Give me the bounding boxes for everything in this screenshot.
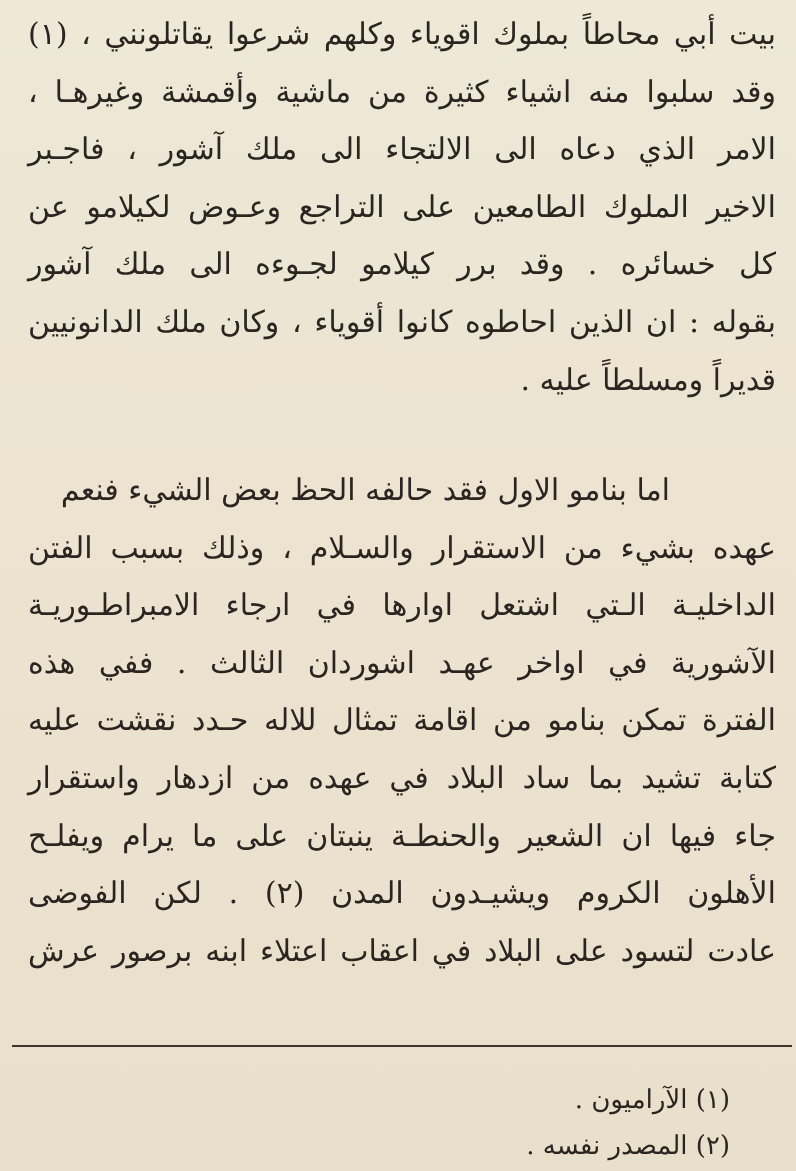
text-line: بيت أبي محاطاً بملوك اقوياء وكلهم شرعوا يقاتلونني ، (١) (28, 17, 776, 52)
text-line: عادت لتسود على البلاد في اعقاب اعتلاء ابنه برصور عرش (28, 933, 776, 969)
text-line: قديراً ومسلطاً عليه . (520, 362, 776, 398)
text-line: الاخير الملوك الطامعين على التراجع وعـوض لكيلامو عن (28, 189, 776, 225)
text-line: الداخليـة الـتي اشتعل اوارها في ارجاء الامبراطـوريـة (28, 588, 776, 624)
text-line: كتابة تشيد بما ساد البلاد في عهده من ازدهار واستقرار (28, 760, 776, 796)
text-line: اما بنامو الاول فقد حالفه الحظ بعض الشيء فنعم (60, 473, 670, 508)
text-line: وقد سلبوا منه اشياء كثيرة من ماشية وأقمشة وغيرهـا ، (28, 74, 776, 110)
text-line: الأهلون الكروم ويشيـدون المدن (٢) . لكن الفوضى (28, 876, 776, 912)
footnote-1: (١) الآراميون . (574, 1085, 730, 1115)
footnote-2: (٢) المصدر نفسه . (526, 1131, 730, 1161)
footnote-separator (12, 1045, 792, 1047)
text-line: بقوله : ان الذين احاطوه كانوا أقوياء ، وكان ملك الدانونيين (28, 304, 776, 340)
text-line: الفترة تمكن بنامو من اقامة تمثال للاله حـدد نقشت عليه (28, 703, 776, 739)
paragraph-1 (28, 6, 776, 409)
text-line: جاء فيها ان الشعير والحنطـة ينبتان على ما يرام ويفلـح (28, 818, 776, 854)
text-line: عهده بشيء من الاستقرار والسـلام ، وذلك بسبب الفتن (28, 530, 776, 566)
footnotes (526, 1077, 730, 1169)
paragraph-2 (28, 462, 776, 980)
text-line: الامر الذي دعاه الى الالتجاء الى ملك آشور ، فاجـبر (28, 132, 776, 168)
text-line: كل خسائره . وقد برر كيلامو لجـوءه الى ملك آشور (28, 247, 776, 283)
text-line: الآشورية في اواخر عهـد اشوردان الثالث . ففي هذه (28, 645, 776, 681)
